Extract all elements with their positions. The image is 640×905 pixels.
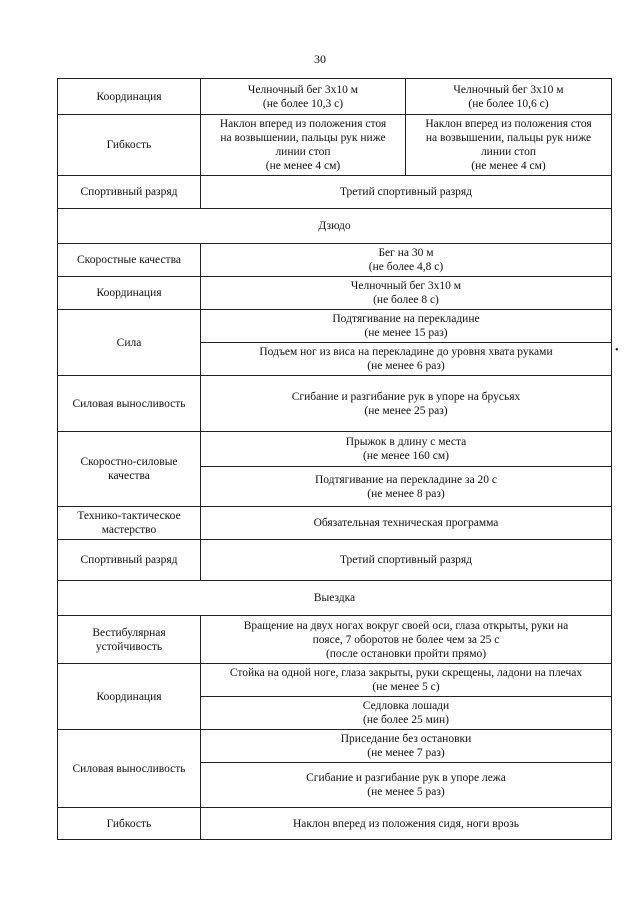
section-title-judo: Дзюдо bbox=[58, 209, 612, 244]
norm-cell: Наклон вперед из положения сидя, ноги врозь bbox=[201, 808, 612, 840]
category-cell: Координация bbox=[58, 79, 201, 115]
norm-cell: Подъем ног из виса на перекладине до уровня хвата руками (не менее 6 раз) bbox=[201, 343, 612, 376]
section-title-vyezdka: Выездка bbox=[58, 581, 612, 616]
section-header-row bbox=[58, 209, 612, 244]
table-row bbox=[58, 277, 612, 310]
category-cell: Сила bbox=[58, 310, 201, 376]
category-cell: Скоростно-силовые качества bbox=[58, 432, 201, 507]
table-row bbox=[58, 664, 612, 697]
category-cell: Силовая выносливость bbox=[58, 376, 201, 432]
category-cell: Технико-тактическое мастерство bbox=[58, 507, 201, 540]
norm-cell: Приседание без остановки (не менее 7 раз) bbox=[201, 730, 612, 763]
norm-cell: Бег на 30 м (не более 4,8 с) bbox=[201, 244, 612, 277]
norm-cell: Стойка на одной ноге, глаза закрыты, руки скрещены, ладони на плечах (не менее 5 с) bbox=[201, 664, 612, 697]
norm-cell: Челночный бег 3х10 м (не более 8 с) bbox=[201, 277, 612, 310]
page-number: 30 bbox=[314, 52, 326, 66]
category-cell: Гибкость bbox=[58, 808, 201, 840]
table-row bbox=[58, 79, 612, 115]
category-cell: Спортивный разряд bbox=[58, 176, 201, 209]
category-cell: Координация bbox=[58, 664, 201, 730]
norm-cell: Челночный бег 3х10 м (не более 10,6 с) bbox=[406, 79, 612, 115]
table-row bbox=[58, 540, 612, 581]
standards-table bbox=[57, 78, 612, 840]
norm-cell: Подтягивание на перекладине (не менее 15 раз) bbox=[201, 310, 612, 343]
category-cell: Силовая выносливость bbox=[58, 730, 201, 808]
table-row bbox=[58, 176, 612, 209]
table-row bbox=[58, 432, 612, 467]
table-row bbox=[58, 376, 612, 432]
category-cell: Спортивный разряд bbox=[58, 540, 201, 581]
section-header-row bbox=[58, 581, 612, 616]
table-row bbox=[58, 616, 612, 664]
norm-cell: Наклон вперед из положения стоя на возвышении, пальцы рук ниже линии стоп (не менее 4 см) bbox=[406, 115, 612, 176]
table-row bbox=[58, 115, 612, 176]
category-cell: Вестибулярная устойчивость bbox=[58, 616, 201, 664]
norm-cell: Челночный бег 3х10 м (не более 10,3 с) bbox=[201, 79, 406, 115]
norm-cell: Вращение на двух ногах вокруг своей оси, глаза открыты, руки на поясе, 7 оборотов не более чем за 25 с (после остановки пройти прямо) bbox=[201, 616, 612, 664]
category-cell: Координация bbox=[58, 277, 201, 310]
norm-cell: Прыжок в длину с места (не менее 160 см) bbox=[201, 432, 612, 467]
scan-mark: • bbox=[615, 345, 619, 356]
table-row bbox=[58, 808, 612, 840]
norm-cell: Сгибание и разгибание рук в упоре на брусьях (не менее 25 раз) bbox=[201, 376, 612, 432]
category-cell: Гибкость bbox=[58, 115, 201, 176]
table-row bbox=[58, 507, 612, 540]
norm-cell: Обязательная техническая программа bbox=[201, 507, 612, 540]
norm-cell: Третий спортивный разряд bbox=[201, 176, 612, 209]
table-row bbox=[58, 244, 612, 277]
norm-cell: Наклон вперед из положения стоя на возвышении, пальцы рук ниже линии стоп (не менее 4 см) bbox=[201, 115, 406, 176]
category-cell: Скоростные качества bbox=[58, 244, 201, 277]
table-row bbox=[58, 730, 612, 763]
table-row bbox=[58, 310, 612, 343]
norm-cell: Седловка лошади (не более 25 мин) bbox=[201, 697, 612, 730]
norm-cell: Сгибание и разгибание рук в упоре лежа (не менее 5 раз) bbox=[201, 763, 612, 808]
norm-cell: Третий спортивный разряд bbox=[201, 540, 612, 581]
norm-cell: Подтягивание на перекладине за 20 с (не менее 8 раз) bbox=[201, 467, 612, 507]
